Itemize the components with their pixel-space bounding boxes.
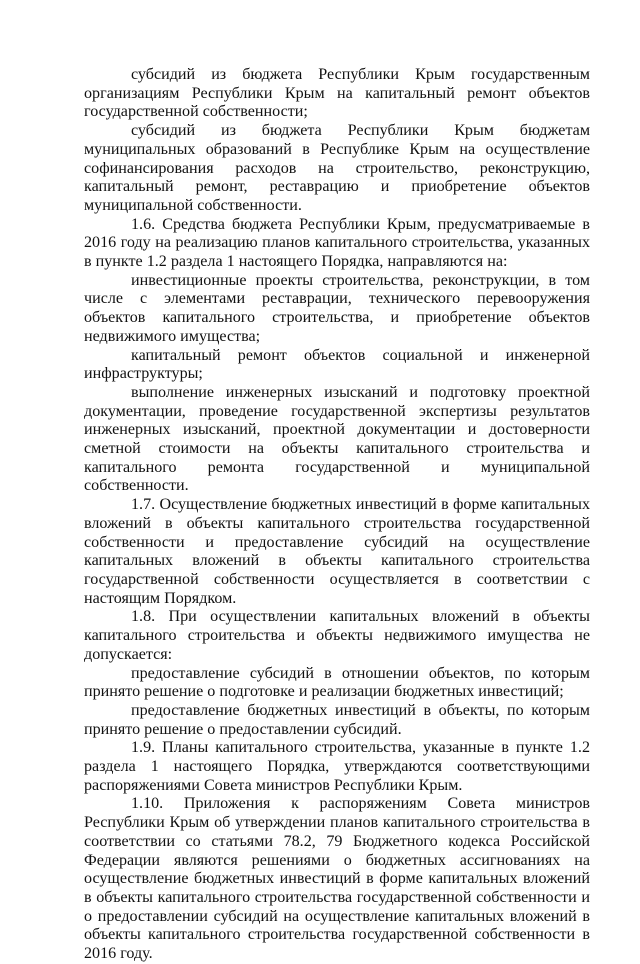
paragraph-4: инвестиционные проекты строительства, реконструкции, в том числе с элементами реставрации, технического перевооружения объектов капитального строительства, и приобретение объектов недвижимого имущества;	[84, 271, 590, 345]
paragraph-2: субсидий из бюджета Республики Крым бюджетам муниципальных образований в Республике Крым на осуществление софинансирования расходов на строительство, реконструкцию, капитальный ремонт, реставрацию и приобретение объектов муниципальной собственности.	[84, 122, 590, 214]
paragraph-9: предоставление субсидий в отношении объектов, по которым принято решение о подготовке и реализации бюджетных инвестиций;	[84, 664, 590, 701]
paragraph-8: 1.8. При осуществлении капитальных вложений в объекты капитального строительства и объекты недвижимого имущества не допускается:	[84, 608, 590, 663]
paragraph-3: 1.6. Средства бюджета Республики Крым, предусматриваемые в 2016 году на реализацию планов капитального строительства, указанных в пункте 1.2 раздела 1 настоящего Порядка, направляются на:	[84, 215, 590, 271]
paragraph-10: предоставление бюджетных инвестиций в объекты, по которым принято решение о предоставлении субсидий.	[84, 701, 590, 738]
paragraph-1: субсидий из бюджета Республики Крым государственным организациям Республики Крым на капитальный ремонт объектов государственной собственности;	[84, 66, 590, 121]
paragraph-11: 1.9. Планы капитального строительства, указанные в пункте 1.2 раздела 1 настоящего Порядка, утверждаются соответствующими распоряжениями Совета министров Республики Крым.	[84, 739, 590, 794]
paragraph-5: капитальный ремонт объектов социальной и инженерной инфраструктуры;	[84, 346, 590, 383]
paragraph-7: 1.7. Осуществление бюджетных инвестиций в форме капитальных вложений в объекты капитального строительства государственной собственности и предоставление субсидий на осуществление капитальных вложений в объекты капитального строительства государственной собственности осуществляется в соответствии с настоящим Порядком.	[84, 496, 590, 607]
paragraph-12: 1.10. Приложения к распоряжениям Совета министров Республики Крым об утверждении планов капитального строительства в соответствии со статьями 78.2, 79 Бюджетного кодекса Российской Федерации являются решениями о бюджетных ассигнованиях на осуществление бюджетных инвестиций в форме капитальных вложений в объекты капитального строительства государственной собственности и о предоставлении субсидий на осуществление капитальных вложений в объекты капитального строительства государственной собственности в 2016 году.	[84, 795, 590, 963]
paragraph-6: выполнение инженерных изысканий и подготовку проектной документации, проведение государственной экспертизы результатов инженерных изысканий, проектной документации и достоверности сметной стоимости на объекты капитального строительства и капитального ремонта государственной и муниципальной собственности.	[84, 383, 590, 495]
